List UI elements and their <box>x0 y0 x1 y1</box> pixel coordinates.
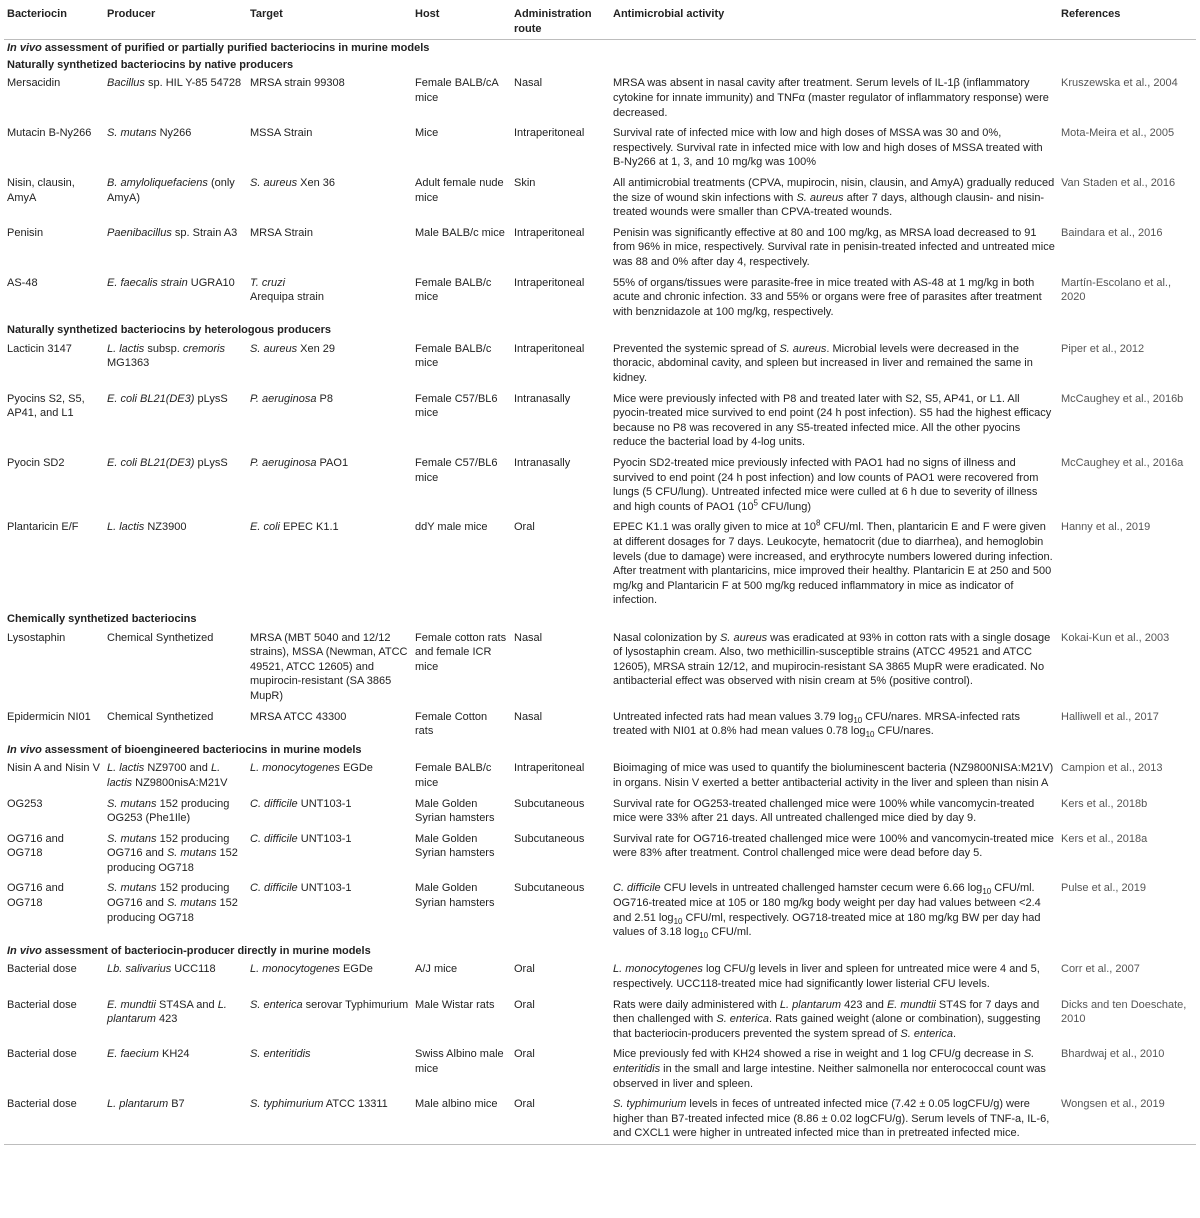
cell-target: S. enteritidis <box>250 1048 311 1061</box>
cell-reference: Pulse et al., 2019 <box>1061 882 1147 895</box>
table-row <box>4 959 1196 994</box>
cell-reference: Halliwell et al., 2017 <box>1061 710 1159 723</box>
cell-producer: E. coli BL21(DE3) pLysS <box>107 392 228 405</box>
cell-activity: Penisin was significantly effective at 80 and 100 mg/kg, as MRSA load decreased to 91 from 96% in mice, respectively. Survival rate in penisin-treated infected and untreated mice was 88 and 0% after day 4, respectively. <box>613 226 1055 268</box>
cell-bacteriocin: Mersacidin <box>7 77 61 90</box>
table-row <box>4 123 1196 173</box>
table-row <box>4 339 1196 389</box>
cell-activity: Mice previously fed with KH24 showed a rise in weight and 1 log CFU/g decrease in S. enteritidis in the small and large intestine. Neither salmonella nor enterococcal count was observed in liver and spleen. <box>613 1048 1046 1090</box>
cell-target: MSSA Strain <box>250 127 313 140</box>
cell-bacteriocin: Pyocins S2, S5, AP41, and L1 <box>7 392 85 420</box>
section-title: Naturally synthetized bacteriocins by native producers <box>7 58 294 71</box>
cell-bacteriocin: Penisin <box>7 226 44 239</box>
cell-producer: E. faecalis strain UGRA10 <box>107 276 235 289</box>
cell-activity: Pyocin SD2-treated mice previously infected with PAO1 had no signs of illness and survived to end point (24 h post infection) and low counts of PAO1 were recovered from lungs (5 CFU/lung). Untreated infected mice were culled at 6 h due to severity of illness and high counts of PAO1 ($10^5$ CFU/lung) <box>613 457 1039 513</box>
cell-bacteriocin: Nisin, clausin, AmyA <box>7 176 75 204</box>
cell-target: C. difficile UNT103-1 <box>250 882 352 895</box>
section-title: In vivo assessment of bacteriocin-producer directly in murine models <box>7 944 371 957</box>
section-header-row <box>4 943 1196 960</box>
cell-activity: EPEC K1.1 was orally given to mice at $10^8$ CFU/ml. Then, plantaricin E and F were given at different dosages for 7 days. Leukocyte, hematocrit (due to diarrhea), and hemoglobin levels (due to damage) were increased, and erythrocyte numbers lowered during infection. After treatment with plantaricins, mice improved their healthy. Plantaricin E at 250 and 500 mg/kg and Plantaricin F at 500 mg/kg reduced inflammatory in mice as indicator of infection. <box>613 518 1053 607</box>
table-row <box>4 73 1196 123</box>
cell-bacteriocin: Bacterial dose <box>7 1048 77 1061</box>
cell-route: Nasal <box>514 710 543 723</box>
cell-host: Male BALB/c mice <box>415 226 505 239</box>
table-row <box>4 453 1196 517</box>
cell-producer: L. plantarum B7 <box>104 1094 247 1144</box>
cell-host: Female BALB/c mice <box>415 762 492 789</box>
col-header-host: Host <box>412 6 511 40</box>
section-header-row <box>4 40 1196 57</box>
cell-host: Male Wistar rats <box>415 998 495 1011</box>
cell-route: Subcutaneous <box>514 882 585 895</box>
cell-host: Swiss Albino male mice <box>415 1048 504 1075</box>
cell-route: Intraperitoneal <box>514 276 585 289</box>
cell-host: Male Golden Syrian hamsters <box>415 832 495 860</box>
cell-target: S. aureus Xen 36 <box>250 176 336 189</box>
table-row <box>4 223 1196 273</box>
cell-activity: Nasal colonization by S. aureus was eradicated at 93% in cotton rats with a single dosage of lysostaphin cream. Also, two methicillin-susceptible strains (ATCC 49521 and ATCC 12605), MRSA strain 12/12, and mupirocin-resistant SA 3865 MupR were eradicated. No antibacterial effect was observed with nisin cream at 5% (positive control). <box>613 631 1051 688</box>
cell-activity: MRSA was absent in nasal cavity after treatment. Serum levels of IL-1β (inflammatory cytokine for innate immunity) and TNFα (master regulator of inflammatory response) were decreased. <box>613 77 1049 119</box>
cell-producer: E. coli BL21(DE3) pLysS <box>107 457 228 470</box>
cell-activity: Survival rate for OG253-treated challenged mice were 100% while vancomycin-treated mice were 33% after 21 days. All untreated challenged mice died by day 9. <box>613 797 1035 825</box>
cell-target: P. aeruginosa P8 <box>250 392 333 405</box>
col-header-bacteriocin: Bacteriocin <box>4 6 104 40</box>
cell-producer: S. mutans 152 producing OG716 and S. mutans 152 producing OG718 <box>107 832 238 874</box>
cell-reference: Baindara et al., 2016 <box>1061 226 1163 239</box>
cell-target: L. monocytogenes EGDe <box>250 762 373 775</box>
cell-route: Oral <box>514 998 535 1011</box>
cell-host: Female cotton rats and female ICR mice <box>415 631 507 673</box>
section-header-row <box>4 322 1196 339</box>
cell-producer: S. mutans 152 producing OG253 (Phe1Ile) <box>107 797 230 825</box>
cell-reference: Kers et al., 2018a <box>1061 832 1148 845</box>
cell-reference: McCaughey et al., 2016a <box>1061 457 1184 470</box>
cell-activity: Survival rate of infected mice with low and high doses of MSSA was 30 and 0%, respectively. Survival rate in infected mice with low and high doses of MSSA treated with B-Ny266 at 1, 3, and 10 mg/kg was 100% <box>613 127 1043 169</box>
cell-activity: Mice were previously infected with P8 and treated later with S2, S5, AP41, or L1. All pyocin-treated mice survived to end point (24 h post infection). S5 had the highest efficacy because no P8 was recovered in any S5-treated infected mice. All the other pyocins reduce the bacterial load by 4-log units. <box>613 392 1052 449</box>
col-header-activity: Antimicrobial activity <box>610 6 1058 40</box>
cell-producer: E. mundtii ST4SA and L. plantarum 423 <box>107 998 227 1026</box>
cell-route: Nasal <box>514 631 543 644</box>
cell-host: Adult female nude mice <box>415 176 504 204</box>
cell-producer: Chemical Synthetized <box>107 710 214 723</box>
cell-reference: Wongsen et al., 2019 <box>1058 1094 1196 1144</box>
cell-producer: S. mutans 152 producing OG716 and S. mutans 152 producing OG718 <box>107 882 238 924</box>
table-row <box>4 628 1196 707</box>
col-header-producer: Producer <box>104 6 247 40</box>
table-row <box>4 1044 1196 1094</box>
cell-host: Male albino mice <box>412 1094 511 1144</box>
cell-route: Oral <box>514 1048 535 1061</box>
cell-bacteriocin: Pyocin SD2 <box>7 457 65 470</box>
cell-target: S. typhimurium ATCC 13311 <box>247 1094 412 1144</box>
cell-target: MRSA (MBT 5040 and 12/12 strains), MSSA (Newman, ATCC 49521, ATCC 12605) and mupirocin-resistant (SA 3865 MupR) <box>250 631 408 702</box>
cell-host: ddY male mice <box>415 521 488 534</box>
table-row <box>4 878 1196 942</box>
table-row <box>4 707 1196 742</box>
section-header-row <box>4 742 1196 759</box>
cell-reference: Mota-Meira et al., 2005 <box>1061 127 1175 140</box>
cell-reference: Martín-Escolano et al., 2020 <box>1061 276 1172 304</box>
section-title: In vivo assessment of purified or partially purified bacteriocins in murine models <box>7 42 430 55</box>
cell-route: Intranasally <box>514 392 571 405</box>
cell-producer: S. mutans Ny266 <box>107 127 192 140</box>
cell-route: Nasal <box>514 77 543 90</box>
cell-bacteriocin: Plantaricin E/F <box>7 521 79 534</box>
cell-host: Male Golden Syrian hamsters <box>415 882 495 910</box>
cell-host: Mice <box>415 127 439 140</box>
cell-target: S. enterica serovar Typhimurium <box>250 998 409 1011</box>
cell-bacteriocin: OG716 and OG718 <box>7 882 64 910</box>
section-header-row <box>4 611 1196 628</box>
cell-bacteriocin: Lacticin 3147 <box>7 342 72 355</box>
cell-bacteriocin: AS-48 <box>7 276 38 289</box>
cell-bacteriocin: OG253 <box>7 797 43 810</box>
cell-reference: Dicks and ten Doeschate, 2010 <box>1061 998 1187 1026</box>
cell-target: C. difficile UNT103-1 <box>250 797 352 810</box>
cell-route: Intraperitoneal <box>514 762 585 775</box>
section-title: Chemically synthetized bacteriocins <box>7 612 197 625</box>
cell-bacteriocin: Mutacin B-Ny266 <box>7 127 92 140</box>
cell-target: C. difficile UNT103-1 <box>250 832 352 845</box>
cell-bacteriocin: Lysostaphin <box>7 631 66 644</box>
cell-target: L. monocytogenes EGDe <box>250 963 373 976</box>
cell-reference: Bhardwaj et al., 2010 <box>1061 1048 1165 1061</box>
cell-activity: Bioimaging of mice was used to quantify the bioluminescent bacteria (NZ9800NISA:M21V) in organs. Nisin V exerted a better antibacterial activity in the liver and spleen than nisin A <box>613 762 1054 789</box>
col-header-references: References <box>1058 6 1196 40</box>
cell-target: MRSA ATCC 43300 <box>250 710 347 723</box>
cell-producer: Chemical Synthetized <box>107 631 214 644</box>
cell-route: Oral <box>511 1094 610 1144</box>
cell-reference: Van Staden et al., 2016 <box>1061 176 1176 189</box>
cell-producer: E. faecium KH24 <box>107 1048 190 1061</box>
cell-activity: Rats were daily administered with L. plantarum 423 and E. mundtii ST4S for 7 days and then challenged with S. enterica. Rats gained weight (alone or combination), suggesting that bacteriocin-producers prevented the system spread of S. enterica. <box>613 998 1041 1040</box>
bacteriocin-table <box>4 6 1196 1145</box>
cell-bacteriocin: OG716 and OG718 <box>7 832 64 860</box>
cell-bacteriocin: Bacterial dose <box>7 998 77 1011</box>
cell-producer: L. lactis subsp. cremoris MG1363 <box>107 342 225 370</box>
cell-target: MRSA Strain <box>250 226 313 239</box>
cell-host: A/J mice <box>415 963 458 976</box>
table-row <box>4 995 1196 1045</box>
cell-host: Female C57/BL6 mice <box>415 457 498 484</box>
cell-reference: Hanny et al., 2019 <box>1061 521 1151 534</box>
cell-activity: Survival rate for OG716-treated challenged mice were 100% and vancomycin-treated mice were 83% after treatment. Control challenged mice were dead before day 5. <box>613 832 1054 860</box>
cell-route: Subcutaneous <box>514 832 585 845</box>
table-row <box>4 1094 1196 1144</box>
cell-activity: 55% of organs/tissues were parasite-free in mice treated with AS-48 at 1 mg/kg in both acute and chronic infection. 33 and 55% or organs were free of parasites after treatment with benznidazole at 100 mg/kg, respectively. <box>613 276 1042 318</box>
cell-producer: Paenibacillus sp. Strain A3 <box>107 226 238 239</box>
cell-route: Oral <box>514 963 535 976</box>
cell-route: Oral <box>514 521 535 534</box>
cell-reference: Campion et al., 2013 <box>1061 762 1163 775</box>
table-row <box>4 173 1196 223</box>
cell-host: Male Golden Syrian hamsters <box>415 797 495 825</box>
cell-activity: L. monocytogenes log CFU/g levels in liver and spleen for untreated mice were 4 and 5, respectively. UCC118-treated mice had significantly lower listerial CFU levels. <box>613 963 1040 991</box>
table-row <box>4 794 1196 829</box>
cell-activity: C. difficile CFU levels in untreated challenged hamster cecum were 6.66 $\log_{10} CFU/ml$. OG716-treated mice at 105 or 180 mg/kg body weight per day had values between <2.4 and 2.51 $\log_{10} CFU/ml$, respectively. OG718-treated mice at 180 mg/kg BW per day had values of 3.18 $\log_{10} CFU/ml$. <box>613 882 1041 941</box>
cell-host: Female C57/BL6 mice <box>415 392 498 420</box>
cell-host: Female BALB/cA mice <box>415 77 499 104</box>
cell-target: T. cruzi Arequipa strain <box>250 276 324 304</box>
cell-activity: Prevented the systemic spread of S. aureus. Microbial levels were decreased in the thoracic, abdominal cavity, and spleen but increased in liver and remained the same in kidney. <box>613 342 1033 385</box>
cell-producer: L. lactis NZ3900 <box>107 521 187 534</box>
cell-host: Female Cotton rats <box>415 710 488 738</box>
cell-target: P. aeruginosa PAO1 <box>250 457 349 470</box>
cell-bacteriocin: Nisin A and Nisin V <box>7 762 100 775</box>
table-row <box>4 829 1196 879</box>
cell-reference: Kruszewska et al., 2004 <box>1061 77 1178 90</box>
cell-route: Intraperitoneal <box>514 127 585 140</box>
section-header-row <box>4 57 1196 74</box>
cell-reference: Kokai-Kun et al., 2003 <box>1061 631 1170 644</box>
table-row <box>4 389 1196 453</box>
table-row <box>4 758 1196 793</box>
table-row <box>4 517 1196 611</box>
cell-bacteriocin: Bacterial dose <box>4 1094 104 1144</box>
cell-host: Female BALB/c mice <box>415 342 492 370</box>
section-title: In vivo assessment of bioengineered bacteriocins in murine models <box>7 743 362 756</box>
cell-target: E. coli EPEC K1.1 <box>250 521 339 534</box>
table-body <box>4 40 1196 1145</box>
cell-route: Subcutaneous <box>514 797 585 810</box>
col-header-target: Target <box>247 6 412 40</box>
cell-target: S. aureus Xen 29 <box>250 342 336 355</box>
cell-reference: McCaughey et al., 2016b <box>1061 392 1184 405</box>
table-row <box>4 273 1196 323</box>
cell-route: Skin <box>514 176 536 189</box>
cell-route: Intraperitoneal <box>514 226 585 239</box>
header-row <box>4 6 1196 40</box>
cell-bacteriocin: Epidermicin NI01 <box>7 710 91 723</box>
cell-target: MRSA strain 99308 <box>250 77 345 90</box>
cell-reference: Kers et al., 2018b <box>1061 797 1148 810</box>
cell-bacteriocin: Bacterial dose <box>7 963 77 976</box>
cell-reference: Corr et al., 2007 <box>1061 963 1140 976</box>
cell-producer: Lb. salivarius UCC118 <box>107 963 216 976</box>
section-title: Naturally synthetized bacteriocins by heterologous producers <box>7 324 331 337</box>
cell-route: Intraperitoneal <box>514 342 585 355</box>
cell-producer: Bacillus sp. HIL Y-85 54728 <box>107 77 242 90</box>
cell-activity: Untreated infected rats had mean values 3.79 $\log_{10}$ CFU/nares. MRSA-infected rats treated with NI01 at 0.8% had mean values 0.78 $\log_{10}$ CFU/nares. <box>613 710 1020 740</box>
cell-activity: All antimicrobial treatments (CPVA, mupirocin, nisin, clausin, and AmyA) gradually reduced the size of wound skin infections with S. aureus after 7 days, although clausin- and nisin-treated wounds were smaller than CPVA-treated wounds. <box>613 176 1055 219</box>
col-header-route: Administration route <box>511 6 610 40</box>
cell-activity: S. typhimurium levels in feces of untreated infected mice (7.42 ± 0.05 logCFU/g) were higher than B7-treated infected mice (8.86 ± 0.02 logCFU/g). Serum levels of TNF-a, IL-6, and CXCL1 were higher in untreated infected mice than in pretreated infected mice. <box>610 1094 1058 1144</box>
cell-host: Female BALB/c mice <box>415 276 492 304</box>
cell-route: Intranasally <box>514 457 571 470</box>
cell-reference: Piper et al., 2012 <box>1061 342 1145 355</box>
cell-producer: B. amyloliquefaciens (only AmyA) <box>107 176 235 204</box>
cell-producer: L. lactis NZ9700 and L. lactis NZ9800nisA:M21V <box>107 762 228 789</box>
